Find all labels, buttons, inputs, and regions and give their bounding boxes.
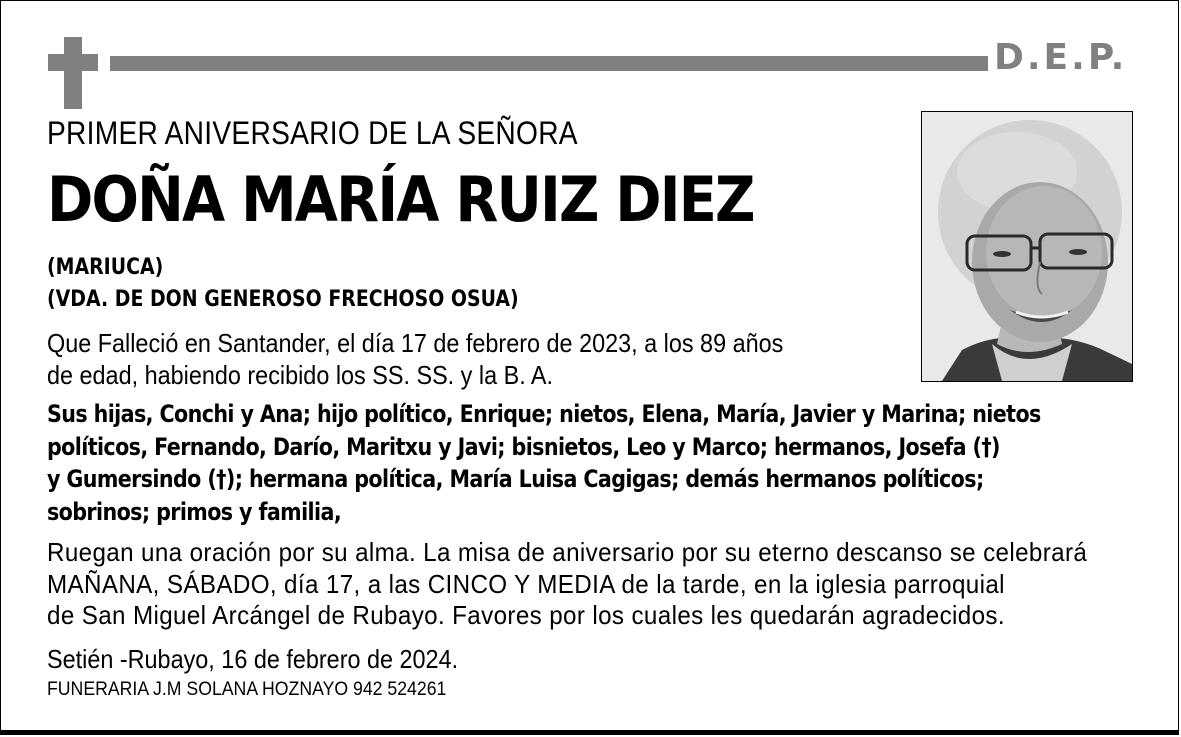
family-list <box>47 398 1041 528</box>
dep-label: D.E.P. <box>994 37 1128 78</box>
mass-line: MAÑANA, SÁBADO, día 17, a las CINCO Y MEDIA de la tarde, en la iglesia parroquial <box>47 568 1005 599</box>
funeral-home: FUNERARIA J.M SOLANA HOZNAYO 942 524261 <box>47 679 447 700</box>
portrait-icon <box>922 112 1132 381</box>
widow-of: (VDA. DE DON GENEROSO FRECHOSO OSUA) <box>47 287 519 312</box>
mass-line: de San Miguel Arcángel de Rubayo. Favores por los cuales les quedarán agradecidos. <box>47 600 1005 630</box>
family-line: políticos, Fernando, Darío, Maritxu y Javi; bisnietos, Leo y Marco; hermanos, Josefa (†) <box>47 432 1000 461</box>
header-rule <box>110 56 988 71</box>
death-line: de edad, habiendo recibido los SS. SS. y la B. A. <box>47 360 554 390</box>
notice-subtitle: PRIMER ANIVERSARIO DE LA SEÑORA <box>47 115 578 151</box>
mass-line: Ruegan una oración por su alma. La misa de aniversario por su eterno descanso se celebrará <box>47 537 1088 567</box>
cross-icon <box>48 37 98 109</box>
portrait-photo <box>921 111 1133 382</box>
family-line: Sus hijas, Conchi y Ana; hijo político, Enrique; nietos, Elena, María, Javier y Marina; nietos <box>47 400 1041 428</box>
family-line: y Gumersindo (†); hermana política, María Luisa Cagigas; demás hermanos políticos; <box>47 465 984 493</box>
death-line: Que Falleció en Santander, el día 17 de febrero de 2023, a los 89 años <box>47 328 784 358</box>
death-details <box>47 327 783 391</box>
mass-announcement <box>47 537 1087 632</box>
deceased-nickname: (MARIUCA) <box>47 255 164 280</box>
place-date: Setién -Rubayo, 16 de febrero de 2024. <box>47 644 459 674</box>
deceased-name: DOÑA MARÍA RUIZ DIEZ <box>47 163 754 236</box>
family-line: sobrinos; primos y familia, <box>47 497 342 526</box>
